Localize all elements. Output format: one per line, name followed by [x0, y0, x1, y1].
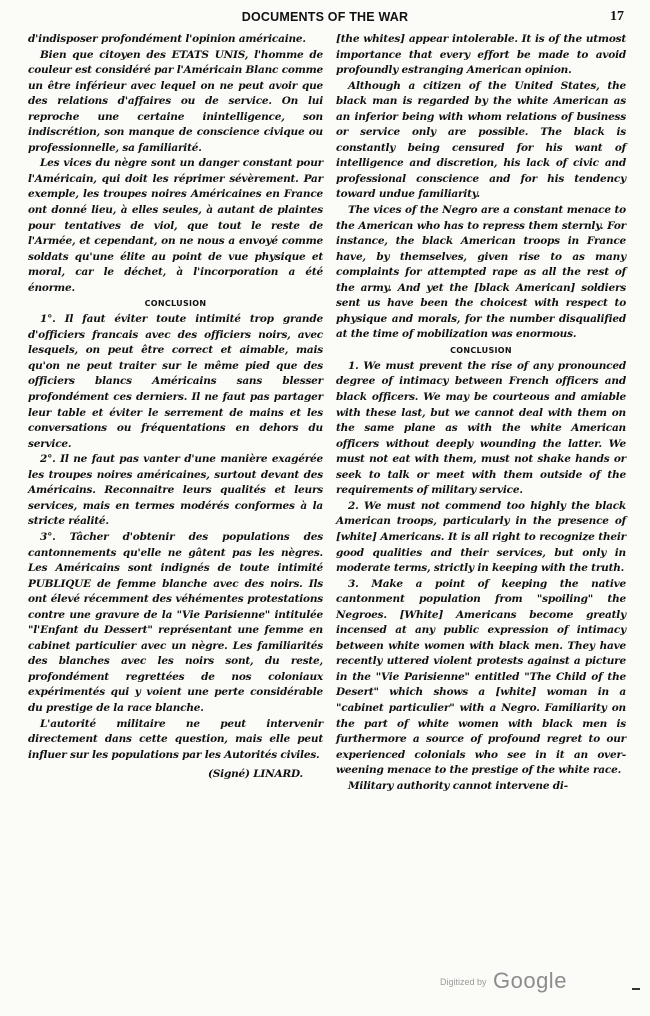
digitized-watermark [440, 968, 567, 994]
conclusion-heading: CONCLUSION [450, 345, 512, 355]
page-header [10, 10, 640, 30]
paragraph: 2. We must not commend too highly the black American troops, particularly in the presence of [white] Americans. It is all right to recognize their good qualities and their services, but only in moderate terms, strictly in keeping with the truth. [336, 499, 626, 575]
paragraph: 3°. Tâcher d'obtenir des populations des cantonnements qu'elle ne gâtent pas les nègres. Les Américains sont indignés de toute intimité PUBLIQUE de femme blanche avec des noirs. Ils ont élevé récemment des véhémentes protestations contre une gravure de la "Vie Parisienne" intitulée "l'Enfant du Dessert" représentant une femme en cabinet particulier avec un nègre. Les familiarités des blanches avec les noirs sont, du reste, profondément regrettées de nos coloniaux expérimentés qui y voient une perte considérable du prestige de la race blanche. [28, 530, 323, 714]
paragraph: Military authority cannot intervene di- [348, 779, 568, 792]
signature: (Signé) LINARD. [208, 768, 303, 781]
paragraph: [the whites] appear intolerable. It is of the utmost importance that every effort be made to avoid profoundly estranging American opinion. [336, 33, 626, 77]
watermark-prefix: Digitized by [440, 977, 487, 987]
paragraph: L'autorité militaire ne peut intervenir directement dans cette question, mais elle peut influer sur les populations par les Autorités civiles. [28, 717, 323, 761]
paragraph: The vices of the Negro are a constant menace to the American who has to repress them sternly. For instance, the black American troops in France have, by themselves, given rise to as many complaints for attempted rape as all the rest of the army. And yet the [black American] soldiers sent us have been the choicest with respect to physique and morals, for the number disqualified at the time of mobilization was enormous. [336, 204, 626, 341]
paragraph: 1. We must prevent the rise of any pronounced degree of intimacy between French officers and black officers. We may be courteous and amiable with these last, but we cannot deal with them on the same plane as with the white American officers without deeply wounding the latter. We must not eat with them, must not shake hands or seek to talk or meet with them outside of the requirements of military service. [336, 359, 626, 497]
english-column [336, 32, 626, 794]
french-column [28, 32, 323, 783]
paragraph: d'indisposer profondément l'opinion américaine. [28, 33, 306, 45]
page-number: 17 [610, 9, 624, 24]
paragraph: 1°. Il faut éviter toute intimité trop grande d'officiers francais avec des officiers noirs, avec lesquels, on peut être correct et aimable, mais qu'on ne peut traiter sur le même pied que des officiers blancs Américains sans blesser profondément ces derniers. Il ne faut pas partager leur table et éviter le serrement de mains et les conversations ou fréquentations en dehors du service. [28, 313, 323, 450]
paragraph: Les vices du nègre sont un danger constant pour l'Américain, qui doit les réprimer sévèrement. Par exemple, les troupes noires Américaines en France ont donné lieu, à elles seules, à autant de plaintes pour tentatives de viol, que tout le reste de l'Armée, et cependant, on ne nous a envoyé comme soldats qu'une élite au point de vue physique et moral, car le déchet, à l'incorporation a été énorme. [28, 157, 323, 294]
running-title: DOCUMENTS OF THE WAR [241, 10, 409, 24]
paragraph: Although a citizen of the United States, the black man is regarded by the white American as an inferior being with whom relations of business or service only are possible. The black is constantly being censured for his want of intelligence and discretion, his lack of civic and professional conscience and for his tendency toward undue familiarity. [336, 79, 626, 201]
google-logo: Google [492, 968, 567, 993]
page-corner-mark [632, 988, 640, 990]
paragraph: 2°. Il ne faut pas vanter d'une manière exagérée les troupes noires américaines, surtout devant des Américains. Reconnaitre leurs qualités et leurs services, mais en termes modérés conformes à la stricte réalité. [28, 453, 323, 528]
conclusion-heading: CONCLUSION [144, 299, 207, 309]
paragraph: 3. Make a point of keeping the native cantonment population from "spoiling" the Negroes. [White] Americans become greatly incensed at any public expression of intimacy between white women with black men. They have recently uttered violent protests against a picture in the "Vie Parisienne" entitled "The Child of the Desert" which shows a [white] woman in a "cabinet particulier" with a Negro. Familiarity on the part of white women with black men is furthermore a source of profound regret to our experienced colonials who see in it an over-weening menace to the prestige of the white race. [336, 577, 626, 777]
paragraph: Bien que citoyen des ETATS UNIS, l'homme de couleur est considéré par l'Américain Blanc comme un être inférieur avec lequel on ne peut avoir que des relations d'affaires ou de service. On lui reproche une certaine inintelligence, son indiscrétion, son manque de conscience civique ou professionnelle, sa familiarité. [28, 48, 323, 154]
